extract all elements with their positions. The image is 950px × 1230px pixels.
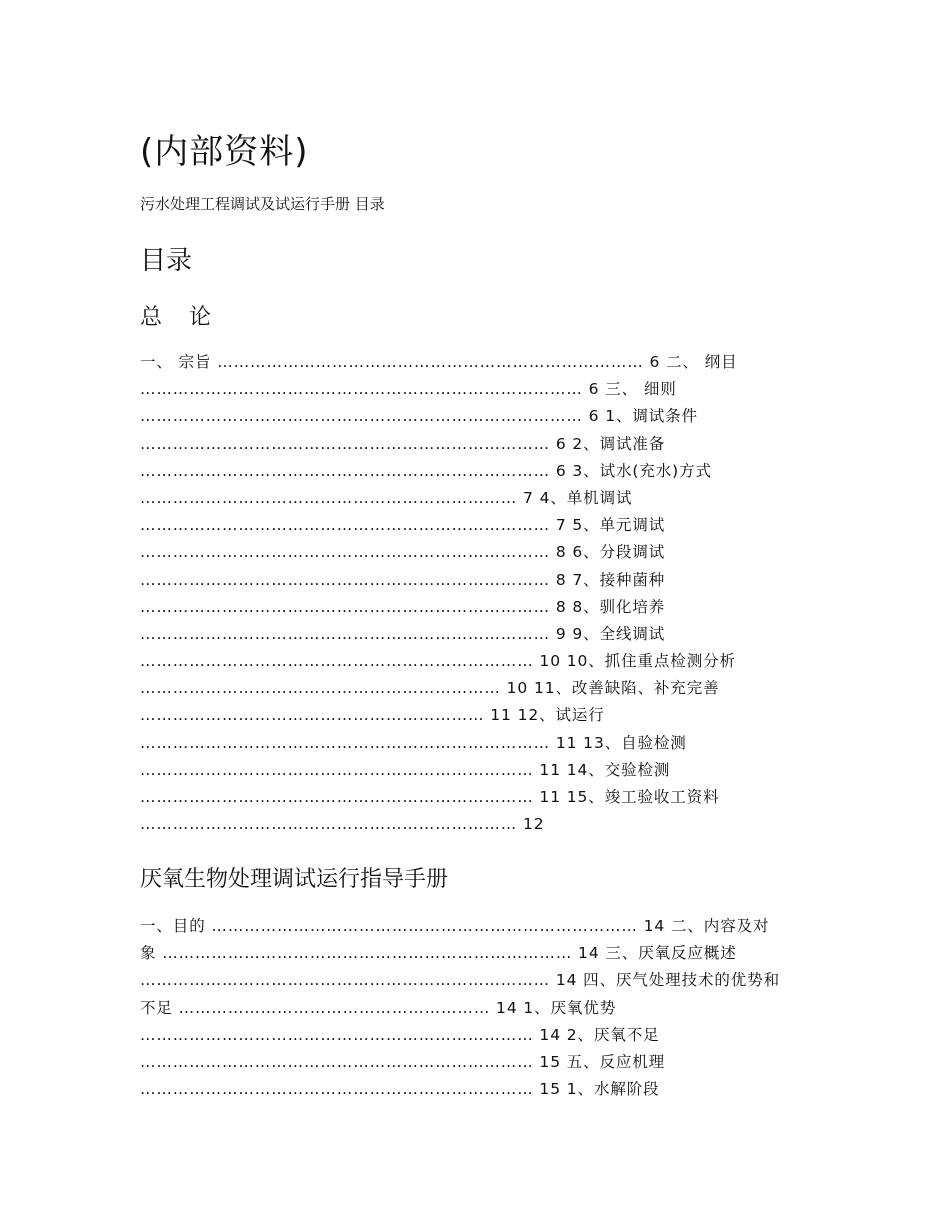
toc-line[interactable]: ……………………………………………………………… 14 2、厌氧不足 (140, 1025, 660, 1044)
toc-line[interactable]: ………………………………………………………………… 11 13、自验检测 (140, 733, 687, 752)
toc-line[interactable]: ……………………………………………………… 11 12、试运行 (140, 706, 605, 725)
section-heading-general: 总 论 (140, 305, 221, 330)
toc-line[interactable]: ……………………………………………………………… 11 15、竣工验收工资料 (140, 788, 720, 806)
toc-line[interactable]: ……………………………………………………………… 15 五、反应机理 (140, 1052, 666, 1071)
toc-line[interactable]: ………………………………………………………………… 8 8、驯化培养 (140, 597, 666, 616)
toc-line[interactable]: ……………………………………………………………… 11 14、交验检测 (140, 760, 671, 779)
section-heading-anaerobic: 厌氧生物处理调试运行指导手册 (140, 867, 449, 892)
toc-line[interactable]: …………………………………………………………… 12 (140, 815, 545, 834)
toc-line[interactable]: ………………………………………………………………… 14 四、厌气处理技术的优势和 (140, 971, 780, 990)
toc-line[interactable]: ……………………………………………………………… 10 10、抓住重点检测分析 (140, 652, 736, 671)
toc-line[interactable]: ………………………………………………………………… 9 9、全线调试 (140, 624, 666, 643)
toc-line[interactable]: ………………………………………………………………… 8 7、接种菌种 (140, 570, 666, 589)
toc-line[interactable]: …………………………………………………………… 7 4、单机调试 (140, 488, 633, 507)
toc-line[interactable]: ………………………………………………………………… 8 6、分段调试 (140, 543, 666, 562)
toc-line[interactable]: ……………………………………………………………………… 6 1、调试条件 (140, 407, 698, 426)
toc-line[interactable]: ……………………………………………………………… 15 1、水解阶段 (140, 1080, 660, 1099)
toc-line[interactable]: ………………………………………………………………… 6 3、试水(充水)方式 (140, 461, 712, 480)
toc-line[interactable]: 一、目的 …………………………………………………………………… 14 二、内容及对 (140, 917, 770, 935)
toc-line[interactable]: ………………………………………………………………… 6 2、调试准备 (140, 434, 666, 453)
toc-line[interactable]: 一、 宗旨 …………………………………………………………………… 6 二、 纲目 (140, 353, 738, 371)
toc-heading: 目录 (140, 246, 193, 276)
toc-line[interactable]: 不足 ………………………………………………… 14 1、厌氧优势 (140, 998, 617, 1017)
toc-block-general (140, 349, 830, 838)
toc-line[interactable]: ………………………………………………………………… 7 5、单元调试 (140, 516, 666, 535)
toc-line[interactable]: 象 ………………………………………………………………… 14 三、厌氧反应概述 (140, 944, 737, 963)
document-title: (内部资料) (140, 132, 309, 172)
toc-block-anaerobic (140, 913, 830, 1103)
toc-line[interactable]: ……………………………………………………………………… 6 三、 细则 (140, 380, 677, 399)
document-subtitle: 污水处理工程调试及试运行手册 目录 (140, 195, 385, 213)
toc-line[interactable]: ………………………………………………………… 10 11、改善缺陷、补充完善 (140, 679, 720, 698)
